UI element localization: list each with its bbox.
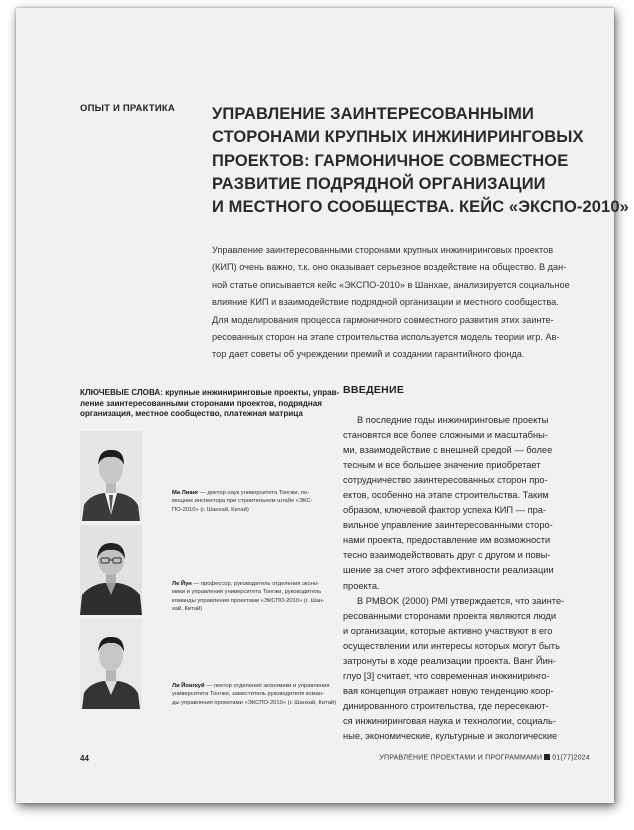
author-card — [80, 525, 350, 615]
body-line: тесно взаимодействовать друг с другом и повы- — [343, 550, 551, 561]
author-name: Ли Йонгкуй — [172, 683, 205, 689]
journal-page — [16, 8, 629, 803]
abstract-line: (КИП) очень важно, т.к. оно оказывает серьезное воздействие на общество. В дан- — [212, 262, 567, 273]
body-line: нами проекта, предоставление им возможности — [343, 535, 551, 546]
abstract-line: влияние КИП и взаимодействие подрядной организации и местного сообщества. — [212, 297, 559, 308]
title-line: ПРОЕКТОВ: ГАРМОНИЧНОЕ СОВМЕСТНОЕ — [212, 151, 569, 170]
author-bio-text: — доктор наук университета Тонгжи, по- — [200, 490, 310, 496]
section-label: ОПЫТ И ПРАКТИКА — [80, 103, 175, 114]
section-heading: ВВЕДЕНИЕ — [343, 384, 405, 396]
keywords-line: организация, местное сообщество, платежная матрица — [80, 409, 303, 419]
body-line: В PMBOK (2000) PMI утверждается, что заинте- — [357, 595, 565, 606]
author-name: Ле Йун — [172, 581, 192, 587]
author-photo — [80, 619, 142, 709]
author-bio — [172, 489, 332, 514]
body-line: становятся все более сложными и масштабны- — [343, 430, 548, 441]
body-line: динированного строительства, где пересекают- — [343, 700, 549, 711]
author-bio-text: — лектор отделения экономики и управления — [206, 683, 330, 689]
keywords-line: ление заинтересованными сторонами проектов, подрядная — [80, 398, 323, 408]
body-line: вильное управление заинтересованными сторо- — [343, 520, 553, 531]
abstract-line: тор дает советы об учреждении премий и создании гарантийного фонда. — [212, 349, 525, 360]
abstract-line: ной статье описывается кейс «ЭКСПО-2010» в Шанхае, анализируется социальное — [212, 279, 570, 290]
body-line: ектов, особенно на этапе строительства. Таким — [343, 490, 549, 501]
body-line: проекта. — [343, 580, 380, 591]
author-card — [80, 619, 350, 709]
issue-number: 01(77)2024 — [552, 754, 590, 762]
body-line: шение за счет этого эффективности реализации — [343, 565, 554, 576]
body-line: вая концепция отражает новую тенденцию коор- — [343, 685, 554, 696]
body-line: затронуты в ходе реализации проекта. Ванг Йин- — [343, 655, 556, 666]
title-line: И МЕСТНОГО СООБЩЕСТВА. КЕЙС «ЭКСПО-2010» — [212, 198, 629, 217]
body-line: ные, экономические, культурные и экологические — [343, 730, 558, 741]
keywords-line: КЛЮЧЕВЫЕ СЛОВА: крупные инжиниринговые проекты, управ- — [80, 388, 340, 397]
body-line: осуществлении или интересы которых могут быть — [343, 640, 560, 651]
author-bio-text: хай, Китай) — [172, 606, 203, 613]
body-line: тесным и все большее значение приобретает — [343, 460, 541, 471]
body-line: ся инжиниринговая наука и технологии, социаль- — [343, 715, 556, 726]
author-photo — [80, 431, 142, 521]
article-title — [212, 103, 629, 219]
author-bio-text: мощник инспектора при строительном штабе «ЭКС- — [172, 498, 313, 505]
abstract-line: Управление заинтересованными сторонами крупных инжиниринговых проектов — [212, 245, 554, 255]
title-line: СТОРОНАМИ КРУПНЫХ ИНЖИНИРИНГОВЫХ — [212, 128, 584, 147]
author-bio-text: университета Тонгжи, заместитель руководителя коман- — [172, 691, 324, 698]
body-line: глуо [3] считает, что современная инжиниринго- — [343, 670, 550, 681]
body-line: В последние годы инжиниринговые проекты — [357, 415, 549, 425]
running-footer — [379, 754, 590, 762]
abstract-line: ресованных сторон на этапе строительства используется модель теории игр. Ав- — [212, 332, 560, 343]
abstract — [212, 242, 594, 364]
author-bio — [172, 580, 332, 614]
title-line: УПРАВЛЕНИЕ ЗАИНТЕРЕСОВАННЫМИ — [212, 105, 534, 123]
author-bio — [172, 682, 337, 707]
body-text — [343, 413, 618, 744]
author-bio-text: ПО-2010» (г. Шанхай, Китай) — [172, 506, 249, 513]
author-bio-text: команды управления проектами «ЭКСПО-2010» (г. Шан- — [172, 597, 325, 604]
journal-name: УПРАВЛЕНИЕ ПРОЕКТАМИ И ПРОГРАММАМИ — [379, 754, 543, 762]
abstract-line: Для моделирования процесса гармоничного совместного развития этих заинте- — [212, 314, 554, 325]
square-bullet-icon — [544, 754, 550, 760]
body-line: сотрудничество заинтересованных сторон про- — [343, 475, 548, 486]
author-bio-text: мики и управления университета Тонгжи, руководитель — [172, 589, 322, 596]
author-bio-text: ды управления проектами «ЭКСПО-2010» (г. Шанхай, Китай) — [172, 699, 337, 706]
body-line: и организации, которые активно участвуют в его — [343, 625, 553, 636]
author-photo — [80, 525, 142, 615]
body-line: ресованными сторонами проекта являются люди — [343, 610, 557, 621]
title-line: РАЗВИТИЕ ПОДРЯДНОЙ ОРГАНИЗАЦИИ — [212, 174, 546, 193]
author-name: Ма Лианг — [172, 490, 199, 496]
author-card — [80, 431, 350, 521]
author-bio-text: — профессор, руководитель отделения эконо- — [193, 581, 320, 587]
page-number: 44 — [80, 754, 89, 763]
body-line: ми, взаимодействие с внешней средой — более — [343, 445, 553, 456]
keywords — [80, 388, 340, 420]
body-line: образом, ключевой фактор успеха КИП — пра- — [343, 505, 547, 516]
